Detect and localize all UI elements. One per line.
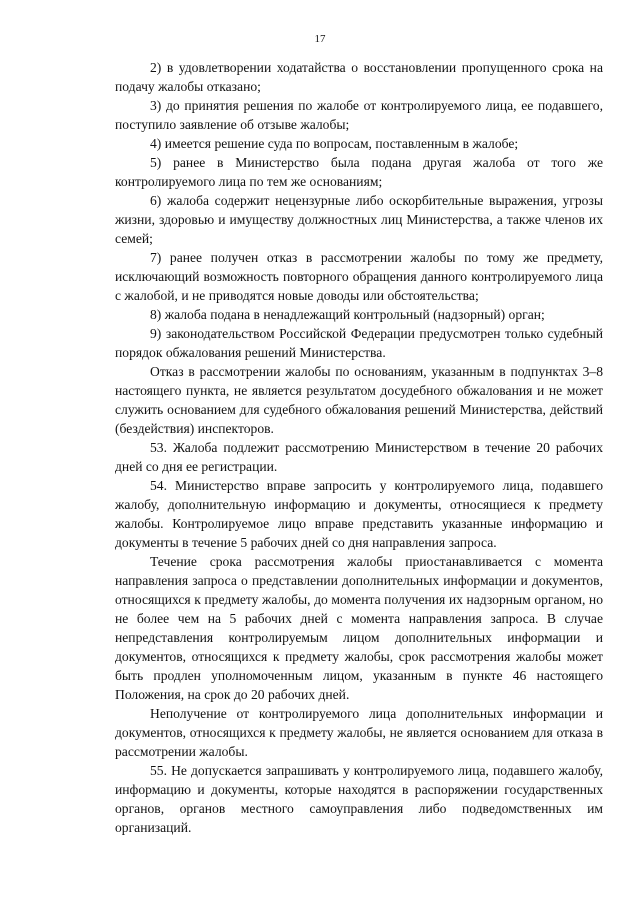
paragraph-55: 55. Не допускается запрашивать у контролируемого лица, подавшего жалобу, информацию и документы, которые находятся в распоряжении государственных органов, органов местного самоуправления либо подведомственных им организаций. <box>115 763 603 835</box>
paragraph-54: 54. Министерство вправе запросить у контролируемого лица, подавшего жалобу, дополнительную информацию и документы, относящиеся к предмету жалобы. Контролируемое лицо вправе представить указанные информацию и документы в течение 5 рабочих дней со дня направления запроса. <box>115 478 603 550</box>
paragraph-subitem-2: 2) в удовлетворении ходатайства о восстановлении пропущенного срока на подачу жалобы отказано; <box>115 60 603 94</box>
paragraph-suspension-term: Течение срока рассмотрения жалобы приостанавливается с момента направления запроса о представлении дополнительных информации и документов, относящихся к предмету жалобы, до момента получения их надзорным органом, но не более чем на 5 рабочих дней с момента направления запроса. В случае непредставления контролируемым лицом дополнительных информации и документов, относящихся к предмету жалобы, срок рассмотрения жалобы может быть продлен уполномоченным лицом, указанным в пункте 46 настоящего Положения, на срок до 20 рабочих дней. <box>115 554 603 702</box>
paragraph-subitem-3: 3) до принятия решения по жалобе от контролируемого лица, ее подавшего, поступило заявление об отзыве жалобы; <box>115 98 603 132</box>
paragraph-subitem-6: 6) жалоба содержит нецензурные либо оскорбительные выражения, угрозы жизни, здоровью и имуществу должностных лиц Министерства, а также членов их семей; <box>115 193 603 246</box>
paragraph-53: 53. Жалоба подлежит рассмотрению Министерством в течение 20 рабочих дней со дня ее регистрации. <box>115 440 603 474</box>
document-body <box>115 58 603 837</box>
paragraph-refusal-note: Отказ в рассмотрении жалобы по основаниям, указанным в подпунктах 3–8 настоящего пункта, не является результатом досудебного обжалования и не может служить основанием для судебного обжалования решений Министерства, действий (бездействия) инспекторов. <box>115 364 603 436</box>
paragraph-subitem-5: 5) ранее в Министерство была подана другая жалоба от того же контролируемого лица по тем же основаниям; <box>115 155 603 189</box>
paragraph-subitem-9: 9) законодательством Российской Федерации предусмотрен только судебный порядок обжалования решений Министерства. <box>115 326 603 360</box>
paragraph-subitem-4: 4) имеется решение суда по вопросам, поставленным в жалобе; <box>150 136 519 151</box>
paragraph-non-receipt: Неполучение от контролируемого лица дополнительных информации и документов, относящихся к предмету жалобы, не является основанием для отказа в рассмотрении жалобы. <box>115 706 603 759</box>
page-number: 17 <box>314 33 326 45</box>
paragraph-subitem-7: 7) ранее получен отказ в рассмотрении жалобы по тому же предмету, исключающий возможность повторного обращения данного контролируемого лица с жалобой, и не приводятся новые доводы или обстоятельства; <box>115 250 603 303</box>
paragraph-subitem-8: 8) жалоба подана в ненадлежащий контрольный (надзорный) орган; <box>150 307 545 322</box>
